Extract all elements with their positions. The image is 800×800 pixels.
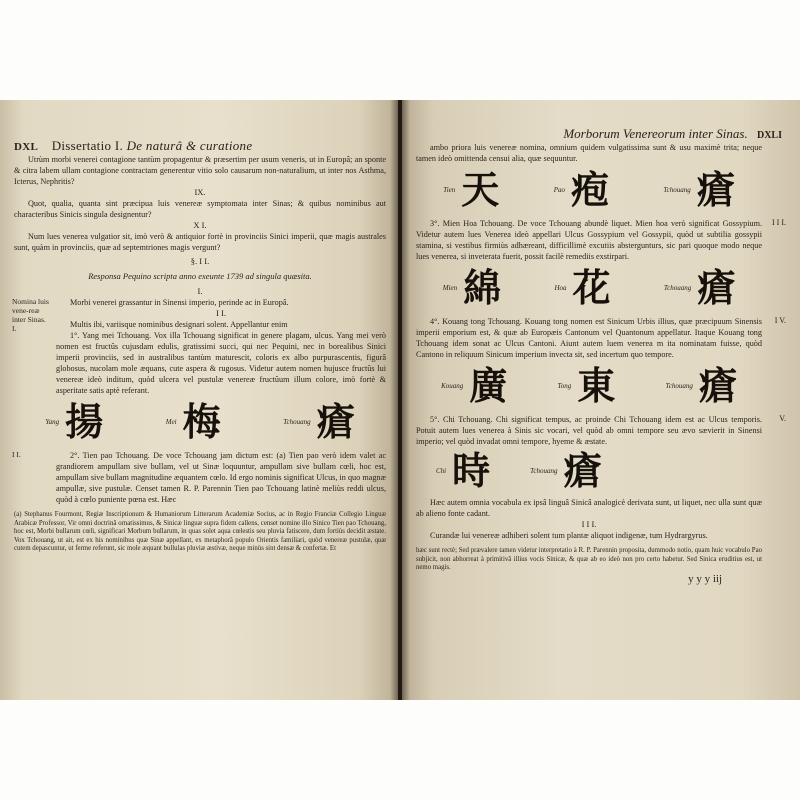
right-running-head <box>416 126 790 142</box>
margin-note <box>12 297 54 333</box>
romanization: Tchouang <box>665 382 693 390</box>
chinese-character: 瘡 <box>697 265 736 310</box>
romanization: Tchouang <box>663 186 691 194</box>
romanization: Tong <box>557 382 572 390</box>
answer-1-number: I. <box>197 286 203 296</box>
romanization: Mei <box>165 418 177 426</box>
book-photo <box>0 100 800 700</box>
right-head-text: Morborum Venereorum inter Sinas. <box>563 126 748 141</box>
left-head-italic: De naturâ & curatione <box>126 138 253 153</box>
margin-note-number: I. <box>12 324 17 333</box>
left-footnote: (a) Stephanus Fourmont, Regiæ Inscriptionum & Humaniorum Litterarum Academiæ Socius, ac in Regio Franciæ Collegio Linguæ Arabicæ Professor, Vir omni doctrinâ ornatissimus, & Sinicæ linguæ supra fidem callens, censet nomine illo Sinico Tien pao Tchouang, hoc est, Morbi bullarum cœli, significari Morbum bullarum, in quas solet aqua cœlestis seu pluvia fatiscere, dum fortiùs decidit æstate. Vox Tchouang, ut ait, est ex his nominibus quæ Sinæ appellant, ex metaphorâ populo Orientis familiari, quòd venereæ pustulæ, quæ cutem depascuntur, ut ferme referunt, sic mole æquant bullulas pluviæ æstivæ, neque minùs sint densæ & confertæ. Et <box>14 511 386 553</box>
chi-text: 5°. Chi Tchouang. Chi significat tempus, ac proinde Chi Tchouang idem est ac Ulcus temporis. Potuit autem lues venerea à Sinis sic vocari, vel quòd ab omni tempore seu ævo sævierit in Sinensi imperio; vel quòd invadat omni tempore, hyeme & æstate. <box>416 415 762 446</box>
signature-mark: y y y iij <box>688 572 722 585</box>
question-9: Quot, qualia, quanta sint præcipua luis venereæ symptomata inter Sinas; & quibus nominibus aut characteribus Sinicis singula designentur? <box>14 199 386 219</box>
left-head-plain: Dissertatio I. <box>51 138 124 153</box>
romanization: Pao <box>553 186 565 194</box>
chinese-character: 瘡 <box>316 399 355 444</box>
chinese-character: 疱 <box>570 167 609 212</box>
romanization: Chi <box>436 467 447 475</box>
question-9-number: IX. <box>194 187 206 197</box>
right-footnote: hæc sunt rectè; Sed prævalere tamen videtur interpretatio à R. P. Parennin proposita, dummodo notio, quam huic vocabulo Pao subjicit, non abhorreat à primitivâ illius vocis Sinicæ, & quæ ab eo ideò non pro certo habetur. Sed Sinica eruditius est, ut nemo magis. <box>416 547 762 572</box>
tien-pao-block <box>14 450 386 505</box>
chinese-characters-tien-pao <box>416 168 762 212</box>
right-body <box>416 142 790 585</box>
book-gutter <box>390 100 410 700</box>
chinese-characters-chi <box>416 448 762 493</box>
kouang-tong-block <box>416 316 786 360</box>
question-8: Utrùm morbi venerei contagione tantùm propagentur & præsertim per usum veneris, ut in Europâ; an sponte & citra labem ullam contagione contractam generentur vitio solo causarum non-naturalium, ut inter nos Asthma, Icterus, Nephritis? <box>14 155 386 186</box>
cure-text: Curandæ lui venereæ adhiberi solent tum plantæ aliquot indigenæ, tum Hydrargyrus. <box>430 531 708 540</box>
mien-hoa-text: 3°. Mien Hoa Tchouang. De voce Tchouang abundè liquet. Mien hoa verò significat Gossypium. Videtur autem lues Venerea ideò appellari Ulcus Gossypium vel Gossypii, quòd ut subtilia gossypii stamina, si vestibus firmiùs adhæreant, difficillimè excutiis abstergunturs, sic pari quoque modo neque lues venerea, si inveterata fuerit, possit facilè remediis exstirpari. <box>416 219 762 261</box>
question-10-number: X I. <box>193 220 207 230</box>
margin-note-text: Nomina luis vene-reæ inter Sinas. <box>12 297 49 324</box>
answer-block <box>14 297 386 396</box>
chinese-character: 綿 <box>463 265 502 310</box>
romanization: Tchouang <box>530 467 558 475</box>
romanization: Hoa <box>554 284 567 292</box>
romanization: Tchouang <box>663 284 692 292</box>
answer-2-intro: Multis ibi, variisque nominibus designari solent. Appellantur enim <box>70 320 288 329</box>
romanization: Tien <box>443 186 456 194</box>
side-number-ii: I I. <box>12 450 21 459</box>
chinese-character: 瘡 <box>698 363 737 408</box>
chinese-characters-kouang-tong <box>416 364 762 408</box>
chinese-character: 瘡 <box>696 167 735 212</box>
answer-2-body: 1°. Yang mei Tchouang. Vox illa Tchouang significat in genere plagam, ulcus. Yang mei verò nomen est fructûs cujusdam edulis, gratissimi succi, qui nec Pequini, nec in borealibus Sinici imperii provinciis, sed in australibus tantùm maturescit, coloris ex albo purpurascentis, figurâ globosus, nucolam mole æquans, cute aspera & rugosus. Videtur autem nomen hujusce fructûs lui venereæ ideò inditum, quòd ulcera vel pustulæ venereæ fructûum illum colore, imò fortè & asperitate satis aptè referant. <box>56 331 386 395</box>
side-number-v: V. <box>779 414 786 423</box>
left-page-number: DXL <box>14 141 39 153</box>
chinese-character: 東 <box>577 363 616 408</box>
mien-hoa-block <box>416 218 786 262</box>
answer-3-number: I I I. <box>581 519 597 529</box>
section-heading: §. I I. <box>190 256 210 266</box>
chinese-character: 揚 <box>65 399 104 444</box>
intro-text: ambo priora luis venereæ nomina, omnium quidem vulgatissima sunt & usu maximè trita; neque tamen ideò omittenda censui alia, quæ sequuntur. <box>416 143 762 163</box>
answer-1: Morbi venerei grassantur in Sinensi imperio, perinde ac in Europâ. <box>70 298 289 307</box>
romanization: Yang <box>45 418 60 426</box>
side-number-iv: I V. <box>774 316 786 325</box>
kouang-tong-text: 4°. Kouang tong Tchouang. Kouang tong nomen est Sinicum Urbis illius, quæ præcipuum Sinensis imperii emporium est, & quæ ab Europæis Cantonum vel Quantonum appellatur. Itaque Kouang tong Tchouang idem sonat ac Ulcus Cantoni. Aiunt autem luem venerea m ita nominatam fuisse, quòd Cantono in reliquum Sinicum imperium invecta sit, sed incertum quo tempore. <box>416 317 762 359</box>
romanization: Kouang <box>441 382 464 390</box>
chinese-character: 天 <box>461 167 500 212</box>
chinese-characters-mien-hoa <box>416 266 762 310</box>
chinese-character: 梅 <box>182 399 221 444</box>
chinese-character: 廣 <box>469 363 508 408</box>
chinese-character: 時 <box>452 448 491 493</box>
chinese-characters-yang-mei <box>14 400 386 444</box>
right-page-number: DXLI <box>756 130 782 141</box>
chi-block <box>416 414 786 447</box>
derivation-text: Hæc autem omnia vocabula ex ipsâ linguâ Sinicâ analogicè derivata sunt, ut liquet, nec ulla sunt quæ ab alieno fonte cadant. <box>416 498 762 518</box>
side-number-iii: I I I. <box>772 218 786 227</box>
responsa-heading: Responsa Pequino scripta anno exeunte 1739 ad singula quæsita. <box>88 271 312 281</box>
chinese-character: 瘡 <box>563 448 602 493</box>
romanization: Tchouang <box>283 418 311 426</box>
answer-2-number: I I. <box>216 308 226 318</box>
chinese-character: 花 <box>572 265 611 310</box>
left-page <box>0 100 398 700</box>
question-10: Num lues venerea vulgatior sit, imò verò & antiquior fortè in provinciis Sinici imperii, quæ magis australes sunt, quàm in provinciis, quæ ad septemtriones magis vergunt? <box>14 232 386 252</box>
left-running-head <box>14 138 386 154</box>
right-page <box>402 100 800 700</box>
tien-pao-text: 2°. Tien pao Tchouang. De voce Tchouang jam dictum est: (a) Tien pao verò idem valet ac grandiorem ampullam sive bullam, vel ut Sinæ loquuntur, ampullam sive bullam cœli, hoc est, ampullam sive bullam magnitudine æquantem cœlo. Id ergo nominis significat Ulcus, in quo magnæ ampullæ, sive pustulæ. Censet tamen R. P. Parennin Tien pao Tchouang latinè meliùs reddi ulcus, quòd à cœlo puniente pœna est. Hæc <box>56 451 386 504</box>
romanization: Mien <box>442 284 458 292</box>
